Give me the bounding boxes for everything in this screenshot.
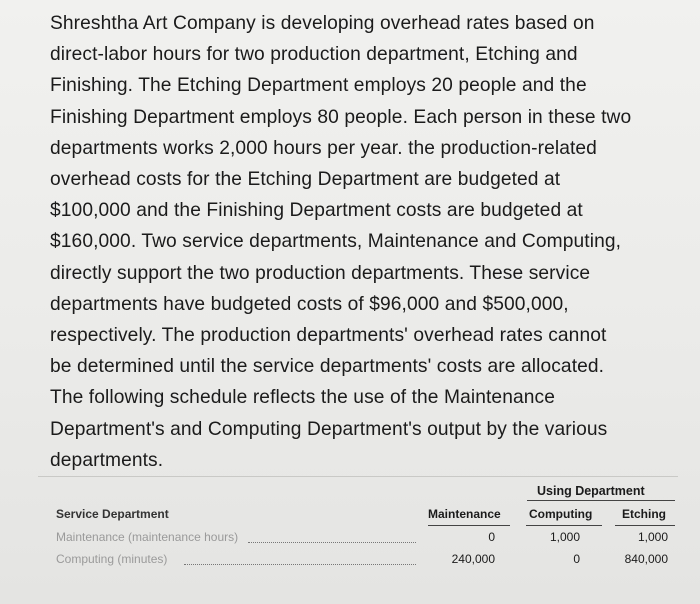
problem-line: directly support the two production departments. These service: [50, 262, 591, 284]
problem-line: respectively. The production departments' overhead rates cannot: [50, 325, 607, 347]
column-header-maintenance: Maintenance: [428, 507, 501, 521]
column-header-computing: Computing: [529, 507, 593, 521]
problem-line: Finishing. The Etching Department employs 20 people and the: [50, 75, 587, 97]
leader-dots: [184, 564, 416, 565]
row-label-text: Computing (minutes): [56, 552, 168, 566]
value-cell: 240,000: [451, 552, 495, 566]
group-header-rule: [527, 500, 675, 501]
value-cell: 840,000: [624, 552, 668, 566]
value-cell: 1,000: [637, 530, 668, 544]
value-cell: 0: [573, 552, 580, 566]
value-cell: 1,000: [549, 530, 580, 544]
problem-line: Shreshtha Art Company is developing overhead rates based on: [50, 13, 595, 34]
problem-line: departments have budgeted costs of $96,000 and $500,000,: [50, 293, 569, 315]
column-header-etching: Etching: [622, 507, 666, 521]
problem-line: direct-labor hours for two production department, Etching and: [50, 44, 578, 66]
problem-line: $100,000 and the Finishing Department costs are budgeted at: [50, 200, 583, 222]
problem-line: The following schedule reflects the use of the Maintenance: [50, 387, 555, 409]
using-department-header: Using Department: [537, 484, 645, 498]
leader-dots: [248, 542, 416, 543]
problem-line: Department's and Computing Department's output by the various: [50, 418, 608, 440]
column-rule: [428, 525, 510, 526]
problem-line: be determined until the service departments' costs are allocated.: [50, 356, 605, 378]
problem-line: departments.: [50, 449, 164, 471]
problem-line: Finishing Department employs 80 people. Each person in these two: [50, 106, 632, 128]
problem-line: departments works 2,000 hours per year. the production-related: [50, 137, 597, 159]
column-rule: [526, 525, 602, 526]
problem-line: overhead costs for the Etching Department are budgeted at: [50, 169, 561, 191]
service-department-header: Service Department: [56, 507, 169, 521]
problem-line: $160,000. Two service departments, Maintenance and Computing,: [50, 231, 622, 253]
value-cell: 0: [488, 530, 495, 544]
column-rule: [615, 525, 675, 526]
row-label-text: Maintenance (maintenance hours): [56, 530, 239, 544]
row-label-computing: [56, 552, 167, 566]
row-label-maintenance: [56, 530, 238, 544]
